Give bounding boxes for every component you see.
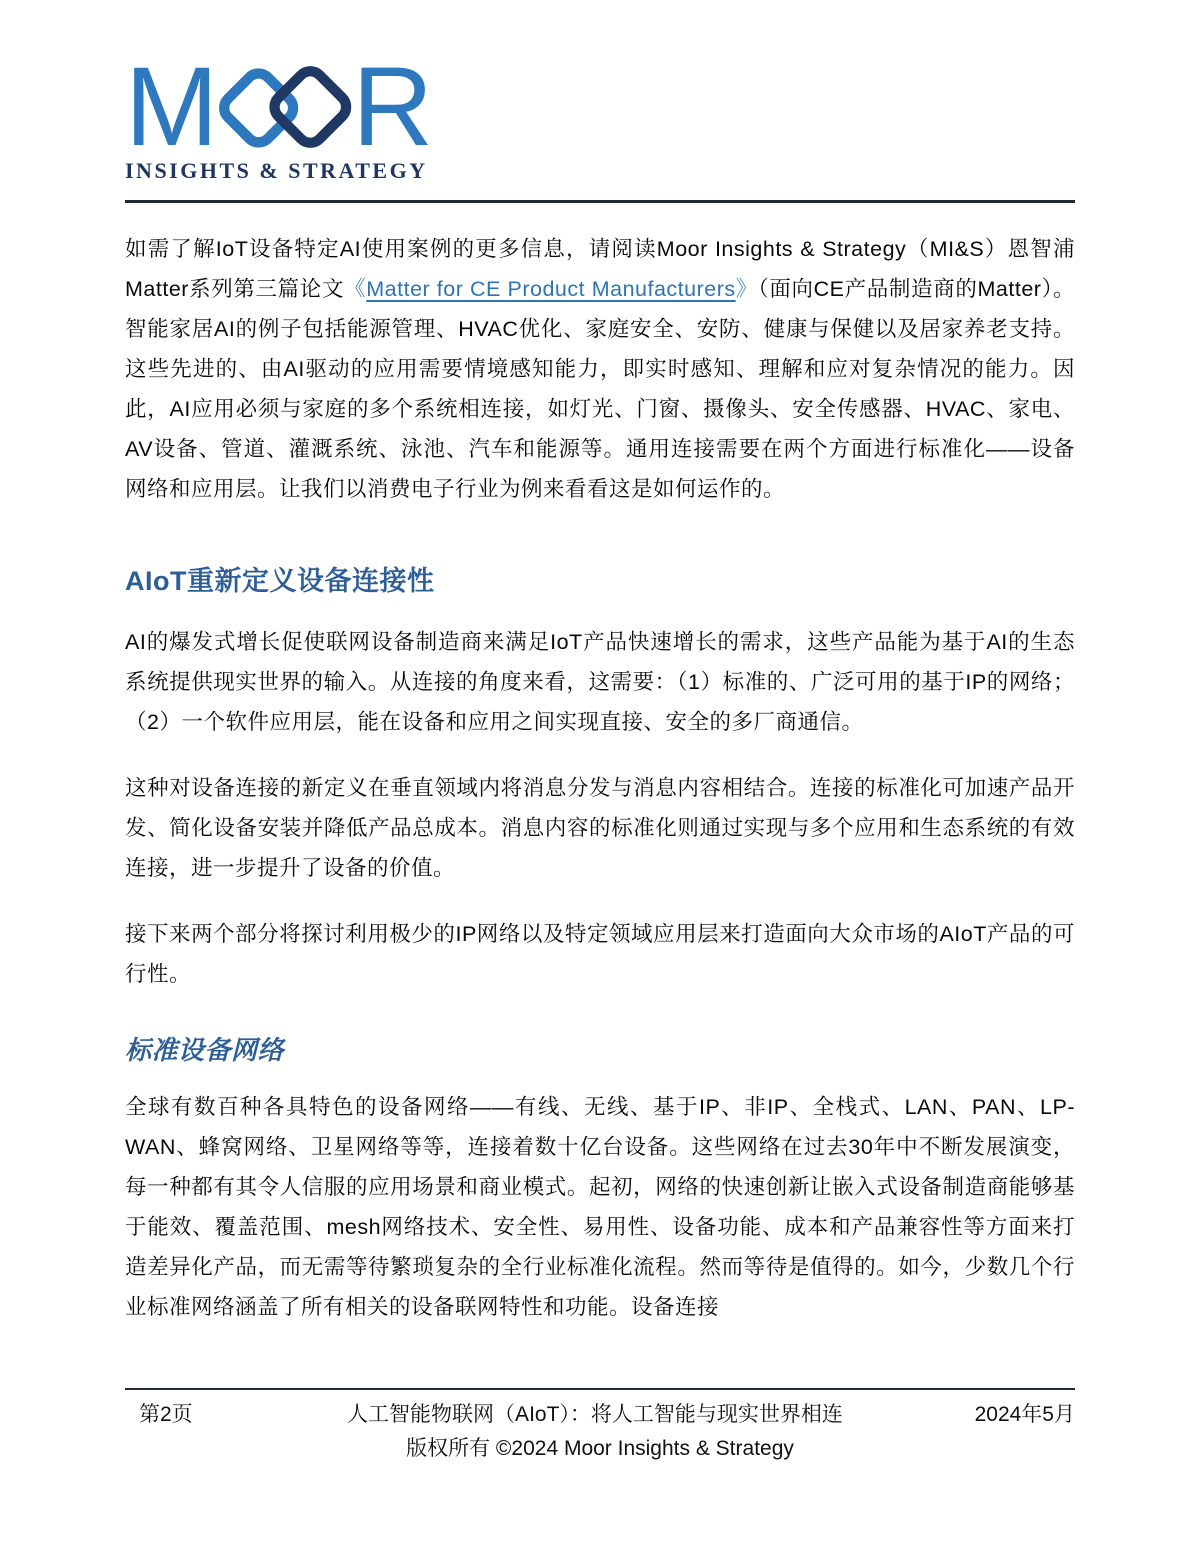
matter-paper-link[interactable]: Matter for CE Product Manufacturers (366, 277, 736, 301)
footer-doc-title: 人工智能物联网（AIoT）：将人工智能与现实世界相连 (347, 1403, 843, 1426)
link-bracket-open: 《 (344, 277, 367, 301)
logo-letter-m: M (125, 44, 217, 169)
footer (125, 1388, 1075, 1466)
link-bracket-close: 》 (735, 277, 758, 301)
document-body (125, 229, 1075, 1327)
paragraph-intro-text-after: （面向CE产品制造商的Matter）。智能家居AI的例子包括能源管理、HVAC优化、家庭安全、安防、健康与保健以及居家养老支持。这些先进的、由AI驱动的应用需要情境感知能力，即实时感知、理解和应对复杂情况的能力。因此，AI应用必须与家庭的多个系统相连接，如灯光、门窗、摄像头、安全传感器、HVAC、家电、AV设备、管道、灌溉系统、泳池、汽车和能源等。通用连接需要在两个方面进行标准化——设备网络和应用层。让我们以消费电子行业为例来看看这是如何运作的。 (125, 277, 1075, 501)
section-heading-aiot-connectivity: AIoT重新定义设备连接性 (125, 566, 435, 596)
footer-page-number: 第2页 (139, 1403, 193, 1426)
section-heading-standard-networks: 标准设备网络 (125, 1035, 285, 1065)
footer-divider (125, 1388, 1075, 1390)
moor-logo (125, 44, 1075, 184)
footer-copyright: 版权所有 ©2024 Moor Insights & Strategy (406, 1437, 794, 1460)
paragraph-ai-growth: AI的爆发式增长促使联网设备制造商来满足IoT产品快速增长的需求，这些产品能为基于AI的生态系统提供现实世界的输入。从连接的角度来看，这需要：（1）标准的、广泛可用的基于IP的网络；（2）一个软件应用层，能在设备和应用之间实现直接、安全的多厂商通信。 (125, 630, 1075, 734)
paragraph-new-definition: 这种对设备连接的新定义在垂直领域内将消息分发与消息内容相结合。连接的标准化可加速产品开发、简化设备安装并降低产品总成本。消息内容的标准化则通过实现与多个应用和生态系统的有效连接，进一步提升了设备的价值。 (125, 776, 1075, 880)
header (125, 44, 1075, 203)
logo-wordmark (125, 44, 1075, 169)
footer-date: 2024年5月 (974, 1403, 1075, 1426)
paragraph-intro (125, 229, 1075, 509)
logo-tagline: INSIGHTS & STRATEGY (125, 158, 428, 183)
paragraph-intro-text-before: 如需了解IoT设备特定AI使用案例的更多信息，请阅读Moor Insights & Strategy（MI&S）恩智浦Matter系列第三篇论文 (125, 237, 1075, 301)
header-divider (125, 200, 1075, 203)
footer-row (125, 1398, 1075, 1432)
logo-interlocked-diamonds-icon (208, 60, 360, 154)
logo-letter-r: R (352, 44, 432, 169)
paragraph-device-networks: 全球有数百种各具特色的设备网络——有线、无线、基于IP、非IP、全栈式、LAN、PAN、LP-WAN、蜂窝网络、卫星网络等等，连接着数十亿台设备。这些网络在过去30年中不断发展演变，每一种都有其令人信服的应用场景和商业模式。起初，网络的快速创新让嵌入式设备制造商能够基于能效、覆盖范围、mesh网络技术、安全性、易用性、设备功能、成本和产品兼容性等方面来打造差异化产品，而无需等待繁琐复杂的全行业标准化流程。然而等待是值得的。如今，少数几个行业标准网络涵盖了所有相关的设备联网特性和功能。设备连接 (125, 1095, 1075, 1319)
paragraph-next-sections: 接下来两个部分将探讨利用极少的IP网络以及特定领域应用层来打造面向大众市场的AIoT产品的可行性。 (125, 922, 1075, 986)
